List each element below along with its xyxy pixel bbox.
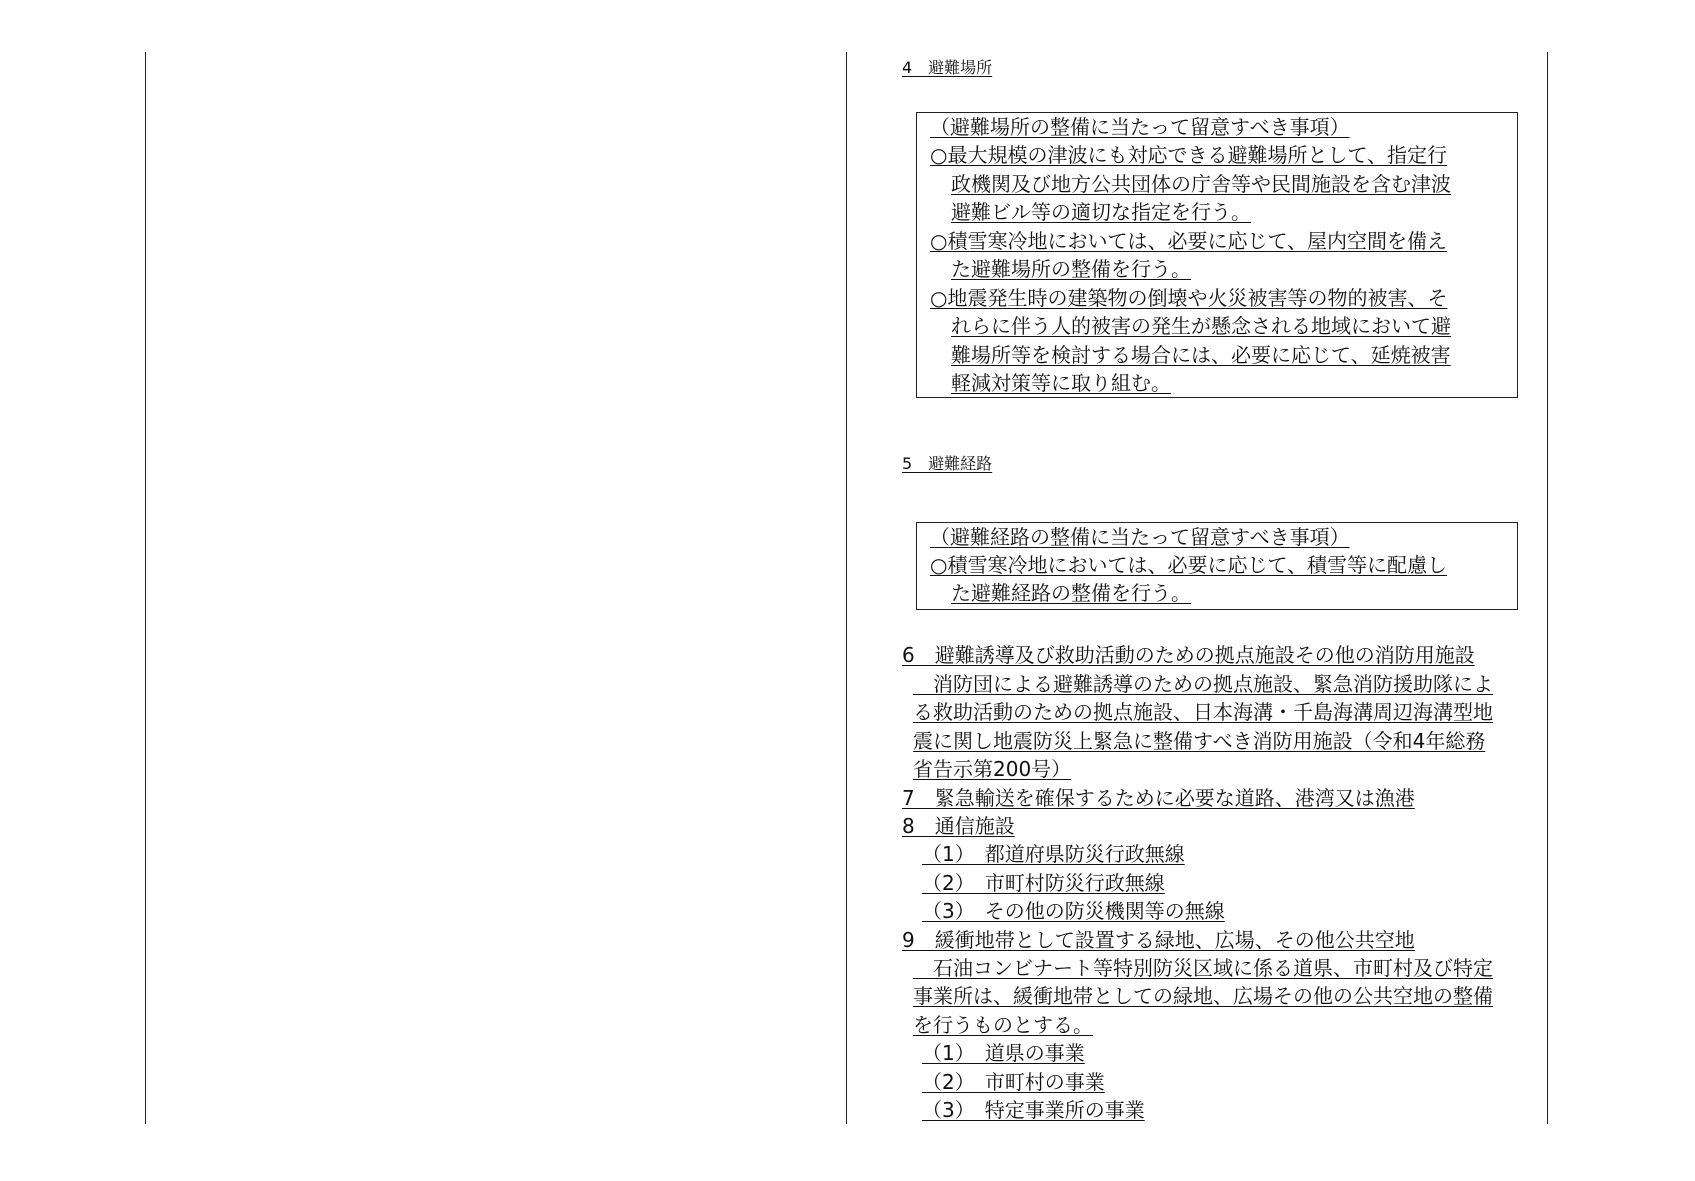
center-column-rule bbox=[846, 52, 847, 1124]
section-4-box-line: ○地震発生時の建築物の倒壊や火災被害等の物的被害、そ bbox=[930, 286, 1448, 310]
left-margin-rule bbox=[145, 52, 146, 1124]
section-4-box-line: た避難場所の整備を行う。 bbox=[951, 257, 1191, 281]
section-4-box-line: ○最大規模の津波にも対応できる避難場所として、指定行 bbox=[930, 143, 1448, 167]
section-6-body-line: 震に関し地震防災上緊急に整備すべき消防用施設（令和4年総務 bbox=[913, 729, 1486, 753]
section-7-heading: 7 緊急輸送を確保するために必要な道路、港湾又は漁港 bbox=[902, 786, 1415, 810]
section-4-box-line: ○積雪寒冷地においては、必要に応じて、屋内空間を備え bbox=[930, 229, 1448, 253]
section-9-body-line: 事業所は、緩衝地帯としての緑地、広場その他の公共空地の整備 bbox=[913, 984, 1493, 1008]
section-6-heading: 6 避難誘導及び救助活動のための拠点施設その他の消防用施設 bbox=[902, 643, 1475, 667]
section-4-box-line: 難場所等を検討する場合には、必要に応じて、延焼被害 bbox=[951, 343, 1451, 367]
section-9-body-line: を行うものとする。 bbox=[913, 1013, 1093, 1037]
section-5-note-box bbox=[916, 522, 1518, 610]
section-8-item: （3） その他の防災機関等の無線 bbox=[922, 899, 1225, 923]
section-9-body-line: 石油コンビナート等特別防災区域に係る道県、市町村及び特定 bbox=[913, 956, 1493, 980]
section-5-heading: 5 避難経路 bbox=[902, 454, 993, 473]
section-8-heading: 8 通信施設 bbox=[902, 814, 1015, 838]
section-4-heading: 4 避難場所 bbox=[902, 58, 993, 77]
section-9-heading: 9 緩衝地帯として設置する緑地、広場、その他公共空地 bbox=[902, 928, 1415, 952]
right-margin-rule bbox=[1547, 52, 1548, 1124]
section-4-box-line: れらに伴う人的被害の発生が懸念される地域において避 bbox=[951, 314, 1451, 338]
section-9-item: （2） 市町村の事業 bbox=[922, 1070, 1105, 1094]
section-9-item: （1） 道県の事業 bbox=[922, 1041, 1085, 1065]
section-6-body-line: 省告示第200号） bbox=[913, 757, 1072, 781]
section-6-body-line: 消防団による避難誘導のための拠点施設、緊急消防援助隊によ bbox=[913, 672, 1493, 696]
section-5-box-line: ○積雪寒冷地においては、必要に応じて、積雪等に配慮し bbox=[930, 553, 1448, 577]
section-9-item: （3） 特定事業所の事業 bbox=[922, 1098, 1145, 1122]
section-4-box-line: 避難ビル等の適切な指定を行う。 bbox=[951, 200, 1251, 224]
section-4-note-box bbox=[916, 112, 1518, 398]
section-4-box-line: 軽減対策等に取り組む。 bbox=[951, 371, 1171, 395]
section-8-item: （1） 都道府県防災行政無線 bbox=[922, 842, 1185, 866]
section-8-item: （2） 市町村防災行政無線 bbox=[922, 871, 1165, 895]
section-5-box-line: た避難経路の整備を行う。 bbox=[951, 581, 1191, 605]
section-4-box-title: （避難場所の整備に当たって留意すべき事項） bbox=[930, 115, 1350, 139]
section-4-box-line: 政機関及び地方公共団体の庁舎等や民間施設を含む津波 bbox=[951, 172, 1451, 196]
section-5-box-title: （避難経路の整備に当たって留意すべき事項） bbox=[930, 525, 1350, 549]
section-6-body-line: る救助活動のための拠点施設、日本海溝・千島海溝周辺海溝型地 bbox=[913, 700, 1493, 724]
